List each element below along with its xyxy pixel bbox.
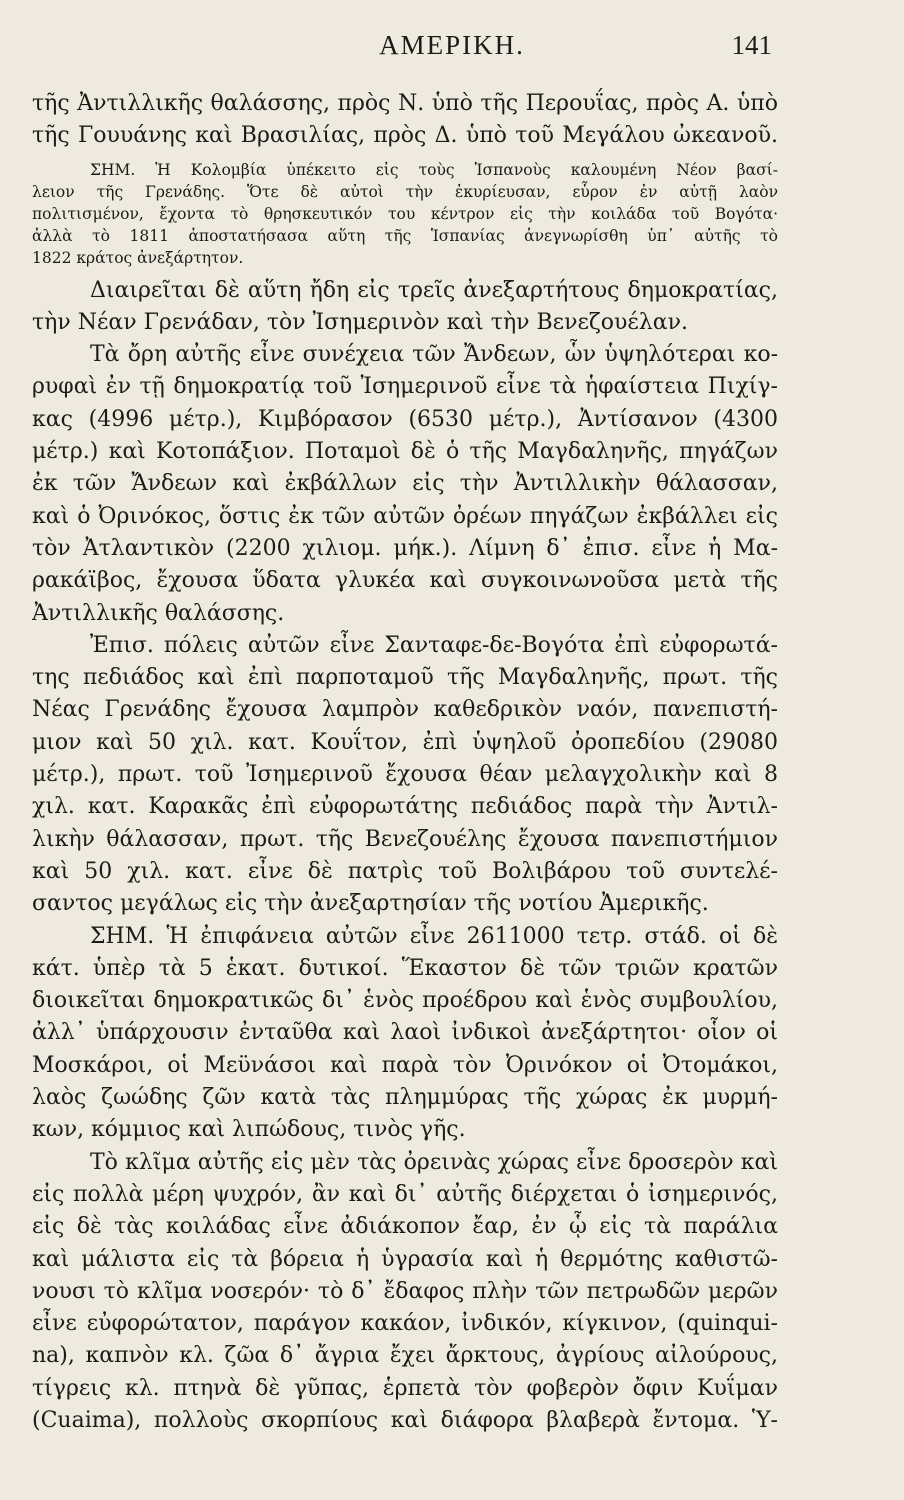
page-header	[0, 30, 904, 70]
text-line: Τὸ κλῖμα αὐτῆς εἰς μὲν τὰς ὀρεινὰς χώρας εἶνε δροσερὸν καὶ	[90, 1149, 778, 1175]
text-line: ρυφαὶ ἐν τῇ δημοκρατίᾳ τοῦ Ἰσημερινοῦ εἶνε τὰ ἡφαίστεια Πιχίγ-	[32, 374, 778, 400]
text-line: ἀλλ᾽ ὑπάρχουσιν ἐνταῦθα καὶ λαοὶ ἰνδικοὶ ἀνεξάρτητοι· οἷον οἱ	[32, 1020, 778, 1046]
text-line: τῆς Γουυάνης καὶ Βρασιλίας, πρὸς Δ. ὑπὸ τοῦ Μεγάλου ὠκεανοῦ.	[32, 123, 778, 149]
text-line: σαντος μεγάλως εἰς τὴν ἀνεξαρτησίαν τῆς νοτίου Ἀμερικῆς.	[32, 891, 709, 917]
text-line: ρακάϊβος, ἔχουσα ὕδατα γλυκέα καὶ συγκοινωνοῦσα μετὰ τῆς	[32, 568, 778, 594]
page-number: 141	[731, 30, 772, 60]
text-line: της πεδιάδος καὶ ἐπὶ παρποταμοῦ τῆς Μαγδαληνῆς, πρωτ. τῆς	[32, 665, 778, 691]
text-line: τὴν Νέαν Γρενάδαν, τὸν Ἰσημερινὸν καὶ τὴν Βενεζουέλαν.	[32, 309, 688, 335]
text-line: (Cuaima), πολλοὺς σκορπίους καὶ διάφορα βλαβερὰ ἔντομα. Ὑ-	[32, 1407, 778, 1433]
text-line: τίγρεις κλ. πτηνὰ δὲ γῦπας, ἑρπετὰ τὸν φοβερὸν ὄφιν Κυΐμαν	[32, 1375, 778, 1401]
note-text-line: 1822 κράτος ἀνεξάρτητον.	[32, 248, 244, 267]
text-line: λικὴν θάλασσαν, πρωτ. τῆς Βενεζουέλης ἔχουσα πανεπιστήμιον	[32, 826, 778, 852]
text-line: μέτρ.) καὶ Κοτοπάξιον. Ποταμοὶ δὲ ὁ τῆς Μαγδαληνῆς, πηγάζων	[32, 439, 778, 465]
note-text-line: λειον τῆς Γρενάδης. Ὅτε δὲ αὐτοὶ τὴν ἐκυρίευσαν, εὗρον ἐν αὐτῇ λαὸν	[32, 182, 778, 201]
note-text-line: πολιτισμένον, ἔχοντα τὸ θρησκευτικόν του κέντρον εἰς τὴν κοιλάδα τοῦ Βογότα·	[32, 204, 778, 223]
text-line: τῆς Ἀντιλλικῆς θαλάσσης, πρὸς Ν. ὑπὸ τῆς Περουΐας, πρὸς Α. ὑπὸ	[32, 91, 778, 116]
text-line: κας (4996 μέτρ.), Κιμβόρασον (6530 μέτρ.), Ἀντίσανον (4300	[32, 406, 778, 432]
text-line: εἶνε εὐφορώτατον, παράγον κακάον, ἰνδικόν, κίγκινον, (quinqui-	[32, 1311, 778, 1337]
text-line: κων, κόμμιος καὶ λιπώδους, τινὸς γῆς.	[32, 1117, 466, 1143]
text-line: εἰς δὲ τὰς κοιλάδας εἶνε ἀδιάκοπον ἔαρ, ἐν ᾧ εἰς τὰ παράλια	[32, 1214, 778, 1240]
text-line: Ἀντιλλικῆς θαλάσσης.	[32, 600, 285, 626]
text-line: εἰς πολλὰ μέρη ψυχρόν, ἂν καὶ δι᾽ αὐτῆς διέρχεται ὁ ἰσημερινός,	[32, 1181, 778, 1207]
text-line: μιον καὶ 50 χιλ. κατ. Κουΐτον, ἐπὶ ὑψηλοῦ ὀροπεδίου (29080	[32, 729, 778, 755]
text-line: διοικεῖται δημοκρατικῶς δι᾽ ἑνὸς προέδρου καὶ ἑνὸς συμβουλίου,	[32, 988, 778, 1014]
text-line: Νέας Γρενάδης ἔχουσα λαμπρὸν καθεδρικὸν ναόν, πανεπιστή-	[32, 697, 778, 723]
text-line: ἐκ τῶν Ἄνδεων καὶ ἐκβάλλων εἰς τὴν Ἀντιλλικὴν θάλασσαν,	[32, 471, 778, 497]
text-line: καὶ 50 χιλ. κατ. εἶνε δὲ πατρὶς τοῦ Βολιβάρου τοῦ συντελέ-	[32, 858, 778, 884]
running-title: ΑΜΕΡΙΚΗ.	[379, 30, 525, 60]
text-line: λαὸς ζωώδης ζῶν κατὰ τὰς πλημμύρας τῆς χώρας ἐκ μυρμή-	[32, 1085, 778, 1111]
note-text-line: ἀλλὰ τὸ 1811 ἀποστατήσασα αὕτη τῆς Ἱσπανίας ἀνεγνωρίσθη ὑπ᾽ αὐτῆς τὸ	[32, 226, 778, 245]
text-line: Μοσκάροι, οἱ Μεϋνάσοι καὶ παρὰ τὸν Ὀρινόκον οἱ Ὀτομάκοι,	[32, 1052, 778, 1078]
text-line: Διαιρεῖται δὲ αὕτη ἤδη εἰς τρεῖς ἀνεξαρτήτους δημοκρατίας,	[90, 277, 778, 303]
text-line: νουσι τὸ κλῖμα νοσερόν· τὸ δ᾽ ἔδαφος πλὴν τῶν πετρωδῶν μερῶν	[32, 1278, 778, 1304]
page-body	[32, 88, 778, 1437]
text-line: τὸν Ἀτλαντικὸν (2200 χιλιομ. μήκ.). Λίμνη δ᾽ ἐπισ. εἶνε ἡ Μα-	[32, 535, 778, 561]
text-line: Τὰ ὄρη αὐτῆς εἶνε συνέχεια τῶν Ἄνδεων, ὧν ὑψηλότεραι κο-	[90, 342, 778, 368]
text-line: Ἐπισ. πόλεις αὐτῶν εἶνε Σανταφε-δε-Βογότα ἐπὶ εὐφορωτά-	[90, 632, 778, 658]
text-line: χιλ. κατ. Καρακᾶς ἐπὶ εὐφορωτάτης πεδιάδος παρὰ τὴν Ἀντιλ-	[32, 794, 778, 820]
text-line: καὶ μάλιστα εἰς τὰ βόρεια ἡ ὑγρασία καὶ ἡ θερμότης καθιστῶ-	[32, 1246, 778, 1272]
text-line: μέτρ.), πρωτ. τοῦ Ἰσημερινοῦ ἔχουσα θέαν μελαγχολικὴν καὶ 8	[32, 762, 778, 788]
text-line: ΣΗΜ. Ἡ ἐπιφάνεια αὐτῶν εἶνε 2611000 τετρ. στάδ. οἱ δὲ	[90, 923, 778, 949]
text-line: κάτ. ὑπὲρ τὰ 5 ἑκατ. δυτικοί. Ἕκαστον δὲ τῶν τριῶν κρατῶν	[32, 955, 778, 981]
note-text-line: ΣΗΜ. Ἡ Κολομβία ὑπέκειτο εἰς τοὺς Ἱσπανοὺς καλουμένη Νέον βασί-	[90, 160, 778, 179]
text-line: καὶ ὁ Ὀρινόκος, ὅστις ἐκ τῶν αὐτῶν ὀρέων πηγάζων ἐκβάλλει εἰς	[32, 503, 778, 529]
text-line: na), καπνὸν κλ. ζῶα δ᾽ ἄγρια ἔχει ἄρκτους, ἀγρίους αἰλούρους,	[32, 1343, 778, 1369]
